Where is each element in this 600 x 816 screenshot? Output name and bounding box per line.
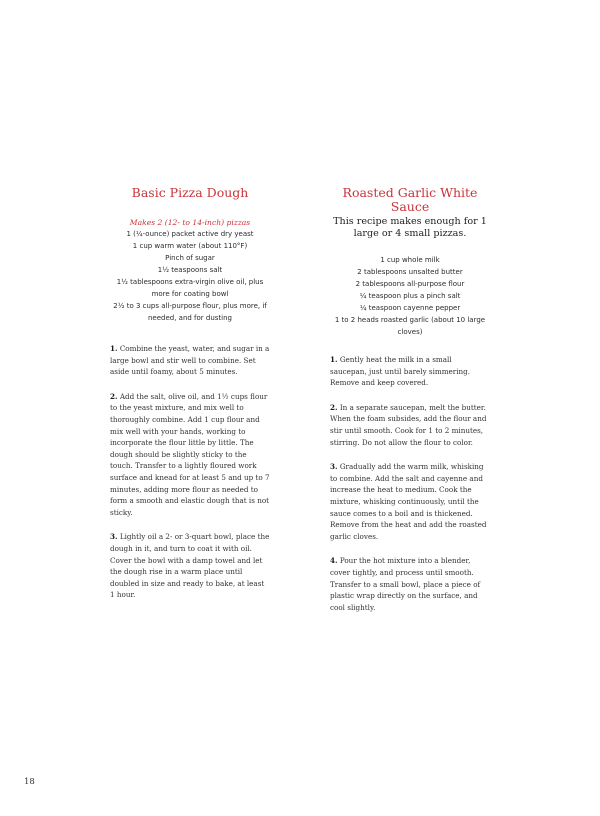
step-text: In a separate saucepan, melt the butter. When the foam subsides, add the flour and stir until smooth. Cook for 1 to 2 minutes, stirring. Do not allow the flour to color. — [330, 402, 487, 447]
step-number: 2. — [110, 391, 118, 401]
page-number: 18 — [24, 777, 35, 787]
instruction-step — [330, 402, 490, 448]
step-number: 3. — [110, 532, 118, 542]
step-number: 1. — [110, 344, 118, 353]
ingredient-item: 2 tablespoons all-purpose flour — [355, 280, 465, 288]
recipe-yield: Makes 2 (12- to 14-inch) pizzas — [129, 218, 251, 227]
ingredient-item: 1 to 2 heads roasted garlic (about 10 large cloves) — [334, 316, 486, 336]
instruction-step — [330, 354, 490, 389]
ingredient-item: 1 cup warm water (about 110°F) — [132, 242, 248, 250]
step-text: Gently heat the milk in a small saucepan, just until barely simmering. Remove and keep covered. — [330, 355, 471, 388]
ingredient-item: Pinch of sugar — [165, 254, 215, 262]
instruction-step — [110, 343, 270, 378]
ingredient-list — [110, 228, 270, 324]
step-text: Combine the yeast, water, and sugar in a large bowl and stir well to combine. Set aside until foamy, about 5 minutes. — [110, 344, 270, 377]
ingredient-list — [330, 254, 490, 338]
recipe-title: Basic Pizza Dough — [131, 185, 249, 200]
recipe-title: Roasted Garlic White Sauce — [342, 185, 478, 214]
ingredient-item: 2½ to 3 cups all-purpose flour, plus more, if needed, and for dusting — [113, 302, 267, 322]
instruction-step — [330, 555, 490, 613]
step-number: 4. — [330, 556, 338, 566]
ingredient-item: ¼ teaspoon cayenne pepper — [359, 304, 461, 312]
ingredient-item: ¼ teaspoon plus a pinch salt — [359, 292, 461, 300]
ingredient-item: 1½ tablespoons extra-virgin olive oil, plus more for coating bowl — [116, 278, 264, 298]
step-text: Add the salt, olive oil, and 1½ cups flour to the yeast mixture, and mix well to thoroughly combine. Add 1 cup flour and mix well with your hands, working to incorporate the flour little by little. The dough should be slightly sticky to the touch. Transfer to a lightly floured work surface and knead for at least 5 and up to 7 minutes, adding more flour as needed to form a smooth and elastic dough that is not sticky. — [110, 391, 270, 517]
instruction-steps — [330, 354, 490, 613]
recipe-roasted-garlic-white-sauce — [330, 186, 490, 626]
recipe-basic-pizza-dough — [110, 186, 270, 614]
recipe-yield: This recipe makes enough for 1 large or 4 small pizzas. — [333, 216, 487, 239]
step-number: 2. — [330, 402, 338, 412]
ingredient-item: 2 tablespoons unsalted butter — [357, 268, 463, 276]
ingredient-item: 1 cup whole milk — [380, 256, 440, 264]
instruction-step — [330, 461, 490, 542]
step-number: 1. — [330, 355, 338, 364]
step-text: Lightly oil a 2- or 3-quart bowl, place the dough in it, and turn to coat it with oil. Cover the bowl with a damp towel and let the dough rise in a warm place until doubled in size and ready to bake, at least 1 hour. — [110, 532, 270, 600]
step-text: Pour the hot mixture into a blender, cover tightly, and process until smooth. Transfer to a small bowl, place a piece of plastic wrap directly on the surface, and cool slightly. — [330, 556, 481, 612]
instruction-step — [110, 531, 270, 601]
instruction-step — [110, 391, 270, 519]
instruction-steps — [110, 343, 270, 601]
ingredient-item: 1 (¼-ounce) packet active dry yeast — [126, 230, 254, 238]
ingredient-item: 1½ teaspoons salt — [157, 266, 223, 274]
step-number: 3. — [330, 462, 338, 472]
step-text: Gradually add the warm milk, whisking to combine. Add the salt and cayenne and increase the heat to medium. Cook the mixture, whisking continuously, until the sauce comes to a boil and is thickened. Remove from the heat and add the roasted garlic cloves. — [330, 462, 487, 541]
